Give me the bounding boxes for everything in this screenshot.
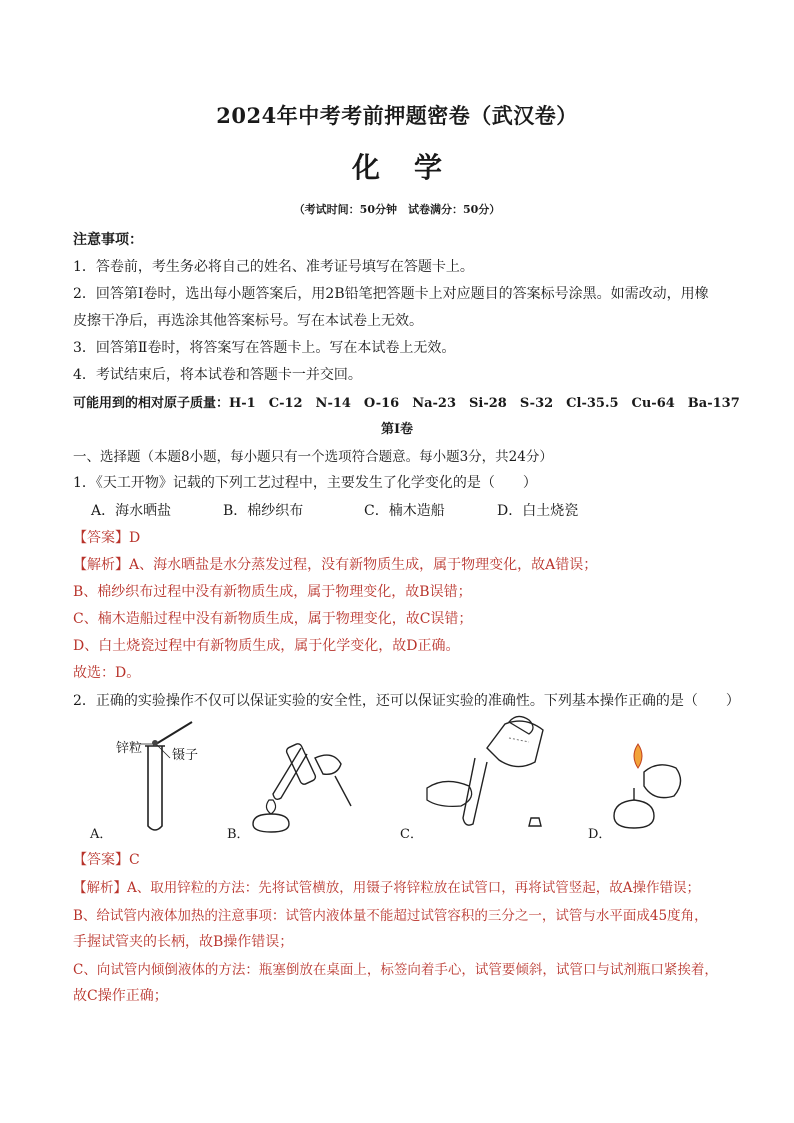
q1-answer-line [73,527,140,547]
answer-tag: 【答案】 [73,530,129,546]
q1-answer: D [129,530,141,546]
tweezers-label: 镊子 [172,748,199,763]
figure-d-lamp [610,742,690,832]
q1-option-a: A．海水晒盐 [91,503,172,519]
q1-analysis-line [73,554,597,574]
q1-stem: 1．《天工开物》记载的下列工艺过程中，主要发生了化学变化的是（ ） [73,475,537,491]
figure-label-c: C． [400,827,423,842]
q1-option-c: C．楠木造船 [364,503,445,519]
subject-title: 化学 [351,151,476,184]
note-item: 1．答卷前，考生务必将自己的姓名、准考证号填写在答题卡上。 [73,259,474,275]
hand-icon [427,781,472,806]
q2-analysis-text: B、给试管内液体加热的注意事项：试管内液体量不能超过试管容积的三分之一，试管与水平面成45度角， [73,908,708,924]
q1-option-d: D．白土烧瓷 [497,503,579,519]
stopper-icon [529,818,541,826]
q2-analysis-text: 手握试管夹的长柄，故B操作错误； [73,934,294,950]
flame-icon [266,800,275,814]
answer-tag: 【答案】 [73,852,129,868]
q2-analysis-line [73,876,700,896]
q1-conclusion: 故选：D。 [73,665,141,681]
reagent-bottle-icon [487,721,543,766]
figure-a-zinc-tube [110,718,205,838]
test-tube-icon [463,758,487,825]
notes-heading: 注意事项： [73,232,143,248]
flame-icon [634,744,642,768]
analysis-tag: 【解析】 [73,880,127,896]
q2-answer-line [73,849,140,869]
q1-analysis-text: B、棉纱织布过程中没有新物质生成，属于物理变化，故B误错； [73,584,472,600]
q1-analysis-text: D、白土烧瓷过程中有新物质生成，属于化学变化，故D正确。 [73,638,460,654]
q2-answer: C [129,852,140,868]
alcohol-lamp-icon [253,814,289,832]
alcohol-lamp-icon [644,765,681,798]
zinc-granule-icon [152,740,158,746]
q1-analysis-text: C、楠木造船过程中没有新物质生成，属于物理变化，故C误错； [73,611,473,627]
q2-analysis-text: 故C操作正确； [73,988,168,1004]
atomic-masses: 可能用到的相对原子质量：H-1 C-12 N-14 O-16 Na-23 Si-28 S-32 Cl-35.5 Cu-64 Ba-137 [73,396,740,411]
exam-info: （考试时间：50分钟 试卷满分：50分） [293,203,501,216]
note-item: 4．考试结束后，将本试卷和答题卡一并交回。 [73,367,362,383]
q2-stem: 2．正确的实验操作不仅可以保证实验的安全性，还可以保证实验的准确性。下列基本操作正确的是（ ） [73,693,740,709]
tweezers-icon [156,722,192,744]
q2-analysis-text: A、取用锌粒的方法：先将试管横放，用镊子将锌粒放在试管口，再将试管竖起，故A操作错误； [127,880,700,896]
figure-b-heating [245,736,355,836]
note-item: 皮擦干净后，再选涂其他答案标号。写在本试卷上无效。 [73,313,423,329]
figure-label-b: B． [227,827,250,842]
q2-analysis-text: C、向试管内倾倒液体的方法：瓶塞倒放在桌面上，标签向着手心，试管要倾斜，试管口与试剂瓶口紧挨着， [73,962,718,978]
figure-label-a: A． [90,827,113,842]
hand-icon [509,716,533,734]
alcohol-lamp-icon [614,800,654,828]
test-tube-icon [148,746,162,830]
zinc-label: 锌粒 [116,741,143,756]
analysis-tag: 【解析】 [73,557,129,573]
section-juan-1: 第Ⅰ卷 [380,422,414,437]
q1-analysis-text: A、海水晒盐是水分蒸发过程，没有新物质生成，属于物理变化，故A错误； [129,557,598,573]
figure-c-pouring [425,714,560,838]
note-item: 2．回答第Ⅰ卷时，选出每小题答案后，用2B铅笔把答题卡上对应题目的答案标号涂黑。如需改动，用橡 [73,286,709,302]
hand-icon [315,755,341,774]
section-heading: 一、选择题（本题8小题，每小题只有一个选项符合题意。每小题3分，共24分） [73,449,553,465]
figure-label-d: D． [588,827,612,842]
q1-option-b: B．棉纱织布 [223,503,304,519]
test-tube-icon [273,748,307,799]
exam-title: 2024年中考考前押题密卷（武汉卷） [216,103,578,128]
note-item: 3．回答第Ⅱ卷时，将答案写在答题卡上。写在本试卷上无效。 [73,340,456,356]
